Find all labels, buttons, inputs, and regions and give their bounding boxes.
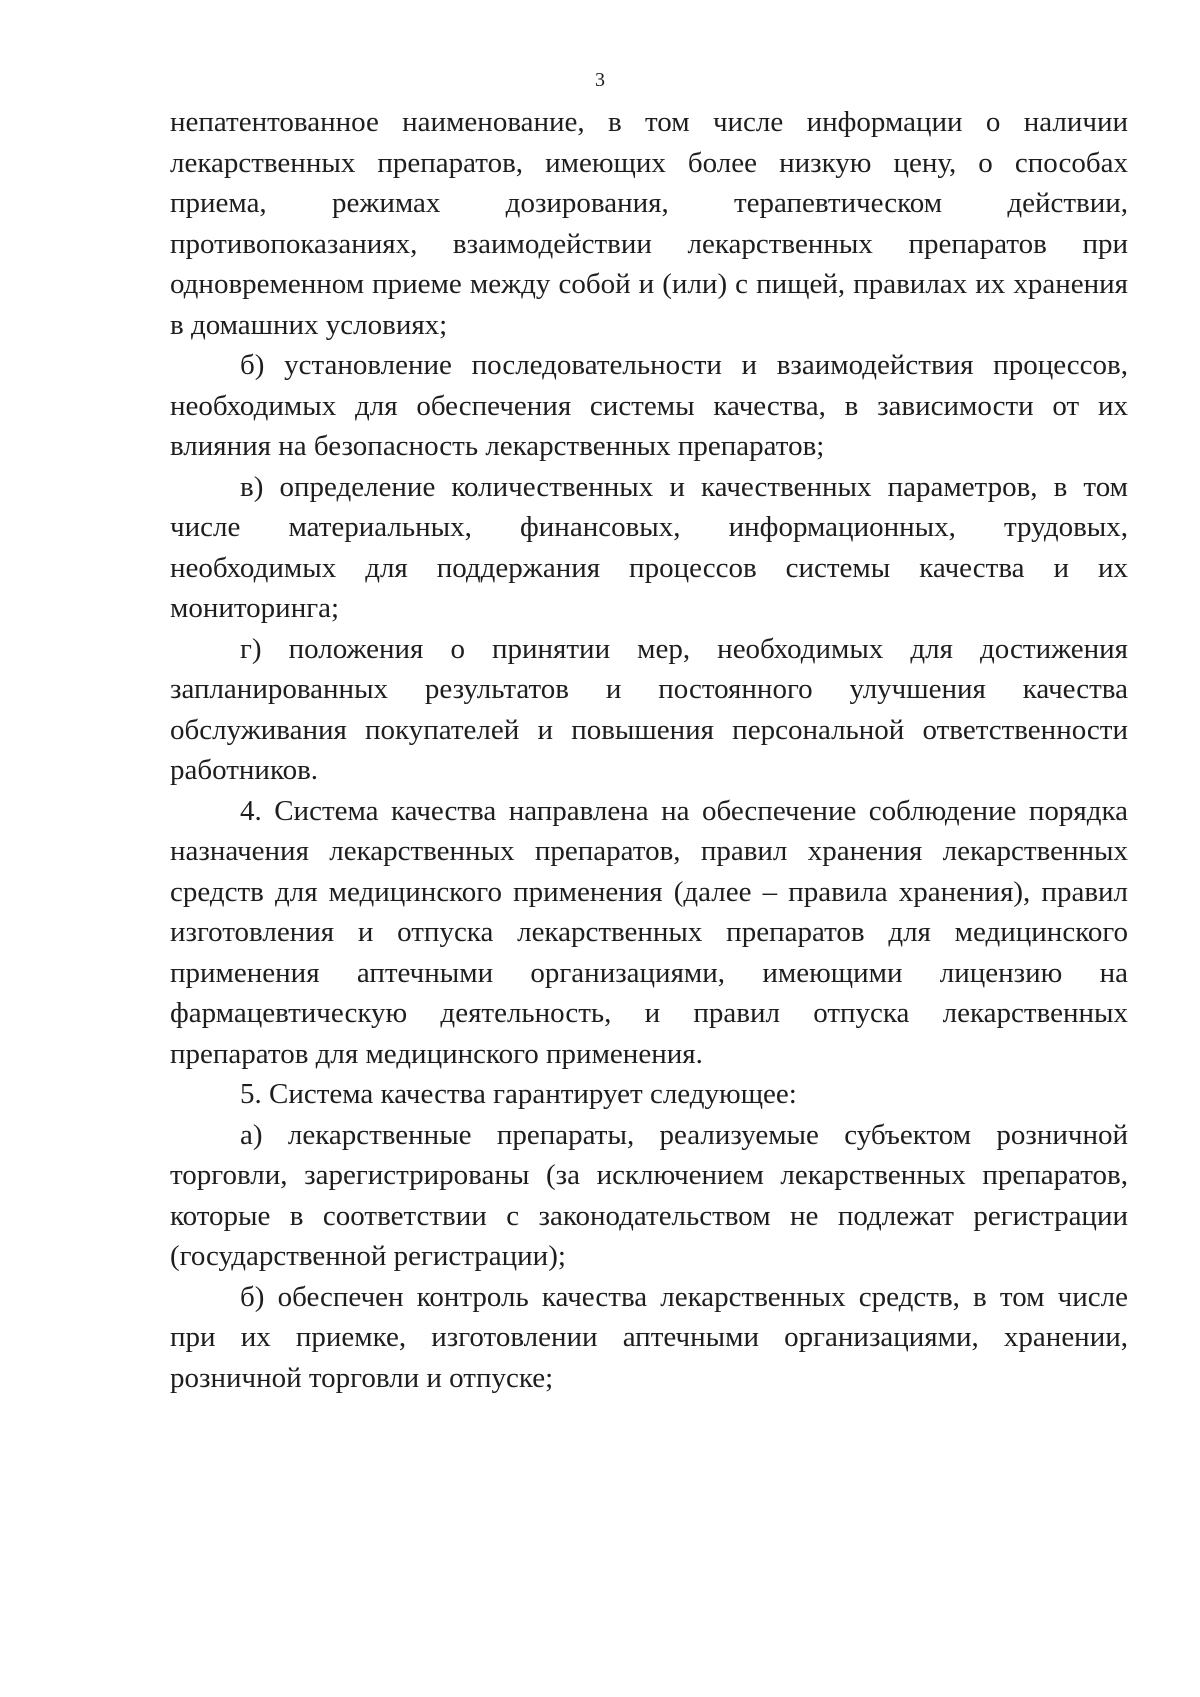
page-number: 3	[595, 69, 605, 91]
document-body	[170, 102, 1128, 1398]
paragraph-item-v: в) определение количественных и качественных параметров, в том числе материальных, финансовых, информационных, трудовых, необходимых для поддержания процессов системы качества и их мониторинга;	[170, 470, 1128, 624]
paragraph-item-a: а) лекарственные препараты, реализуемые субъектом розничной торговли, зарегистрированы (за исключением лекарственных препаратов, которые в соответствии с законодательством не подлежат регистрации (государственной регистрации);	[170, 1118, 1128, 1272]
paragraph-item-b-2: б) обеспечен контроль качества лекарственных средств, в том числе при их приемке, изготовлении аптечными организациями, хранении, розничной торговли и отпуске;	[170, 1280, 1128, 1394]
paragraph-section-4: 4. Система качества направлена на обеспечение соблюдение порядка назначения лекарственных препаратов, правил хранения лекарственных средств для медицинского применения (далее – правила хранения), правил изготовления и отпуска лекарственных препаратов для медицинского применения аптечными организациями, имеющими лицензию на фармацевтическую деятельность, и правил отпуска лекарственных препаратов для медицинского применения.	[170, 794, 1128, 1070]
paragraph-item-b: б) установление последовательности и взаимодействия процессов, необходимых для обеспечения системы качества, в зависимости от их влияния на безопасность лекарственных препаратов;	[170, 349, 1128, 462]
paragraph-continuation: непатентованное наименование, в том числе информации о наличии лекарственных препаратов, имеющих более низкую цену, о способах приема, режимах дозирования, терапевтическом действии, противопоказаниях, взаимодействии лекарственных препаратов при одновременном приеме между собой и (или) с пищей, правилах их хранения в домашних условиях;	[170, 106, 1128, 341]
paragraph-section-5: 5. Система качества гарантирует следующее:	[240, 1078, 797, 1110]
paragraph-item-g: г) положения о принятии мер, необходимых для достижения запланированных результатов и постоянного улучшения качества обслуживания покупателей и повышения персональной ответственности работников.	[170, 632, 1128, 786]
